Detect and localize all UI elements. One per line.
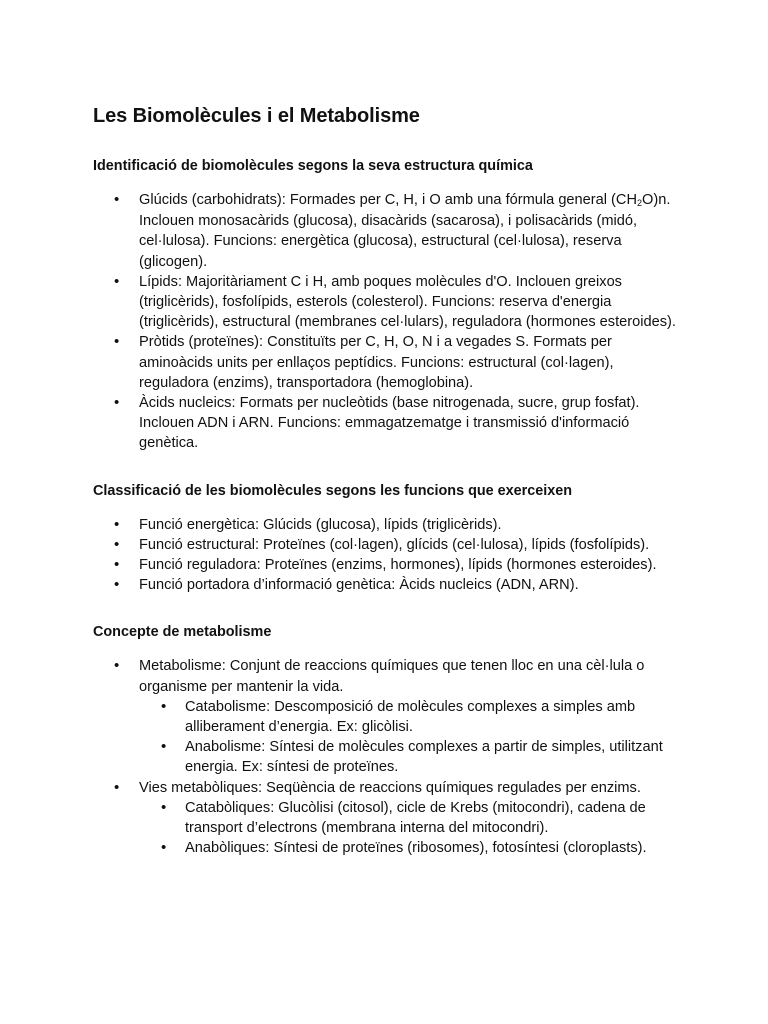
list-item-glucids: • Glúcids (carbohidrats): Formades per C, H, i O amb una fórmula general $(CH_2O)n$. Inclouen monosacàrids (glucosa), disacàrids (sacarosa), i polisacàrids (midó, cel·lulosa). Funcions: energètica (glucosa), estructural (cel·lulosa), reserva (glicogen). xyxy=(93,190,683,272)
list-item-structural-function: • Funció estructural: Proteïnes (col·lagen), glícids (cel·lulosa), lípids (fosfolípids). xyxy=(93,535,683,555)
list-item-regulatory-function: • Funció reguladora: Proteïnes (enzims, hormones), lípids (hormones esteroides). xyxy=(93,555,683,575)
list-item-metabolic-pathways: • Vies metabòliques: Seqüència de reaccions químiques regulades per enzims. • Catabòliques: Glucòlisi (citosol), cicle de Krebs (mitocondri), cadena de transport d’electrons (membrana interna del mitocondri). • Anabòliques: Síntesi de proteïnes (ribosomes), fotosíntesi (cloroplasts). xyxy=(93,778,683,859)
list-item-anabolic-pathways: • Anabòliques: Síntesi de proteïnes (ribosomes), fotosíntesi (cloroplasts). xyxy=(139,838,683,858)
identification-list xyxy=(93,190,683,454)
classification-list xyxy=(93,515,683,596)
section-heading-classification: Classificació de les biomolècules segons les funcions que exerceixen xyxy=(93,482,573,499)
list-item-protids: • Pròtids (proteïnes): Constituïts per C, H, O, N i a vegades S. Formats per aminoàcids units per enllaços peptídics. Funcions: estructural (col·lagen), reguladora (enzims), transportadora (hemoglobina). xyxy=(93,332,683,393)
document-title: Les Biomolècules i el Metabolisme xyxy=(93,105,420,127)
metabolism-sublist xyxy=(139,697,683,778)
section-heading-identification: Identificació de biomolècules segons la seva estructura química xyxy=(93,158,533,174)
list-item-metabolism: • Metabolisme: Conjunt de reaccions químiques que tenen lloc en una cèl·lula o organisme per mantenir la vida. • Catabolisme: Descomposició de molècules complexes a simples amb alliberament d’energia. Ex: glicòlisi. • Anabolisme: Síntesi de molècules complexes a partir de simples, utilitzant energia. Ex: síntesi de proteïnes. xyxy=(93,656,683,777)
list-item-lipids: • Lípids: Majoritàriament C i H, amb poques molècules d'O. Inclouen greixos (triglicèrids), fosfolípids, esterols (colesterol). Funcions: reserva d'energia (triglicèrids), estructural (membranes cel·lulars), reguladora (hormones esteroides). xyxy=(93,272,683,333)
metabolism-list xyxy=(93,656,683,858)
list-item-energy-function: • Funció energètica: Glúcids (glucosa), lípids (triglicèrids). xyxy=(93,515,683,535)
list-item-catabolic-pathways: • Catabòliques: Glucòlisi (citosol), cicle de Krebs (mitocondri), cadena de transport d’electrons (membrana interna del mitocondri). xyxy=(139,798,683,838)
list-item-anabolism: • Anabolisme: Síntesi de molècules complexes a partir de simples, utilitzant energia. Ex: síntesi de proteïnes. xyxy=(139,737,683,777)
pathways-sublist xyxy=(139,798,683,859)
list-item-catabolism: • Catabolisme: Descomposició de molècules complexes a simples amb alliberament d’energia. Ex: glicòlisi. xyxy=(139,697,683,737)
document-page xyxy=(93,102,683,858)
list-item-nucleic-acids: • Àcids nucleics: Formats per nucleòtids (base nitrogenada, sucre, grup fosfat). Inclouen ADN i ARN. Funcions: emmagatzematge i transmissió d'informació genètica. xyxy=(93,393,683,454)
list-item-genetic-function: • Funció portadora d’informació genètica: Àcids nucleics (ADN, ARN). xyxy=(93,575,683,595)
section-heading-metabolism: Concepte de metabolisme xyxy=(93,624,272,641)
